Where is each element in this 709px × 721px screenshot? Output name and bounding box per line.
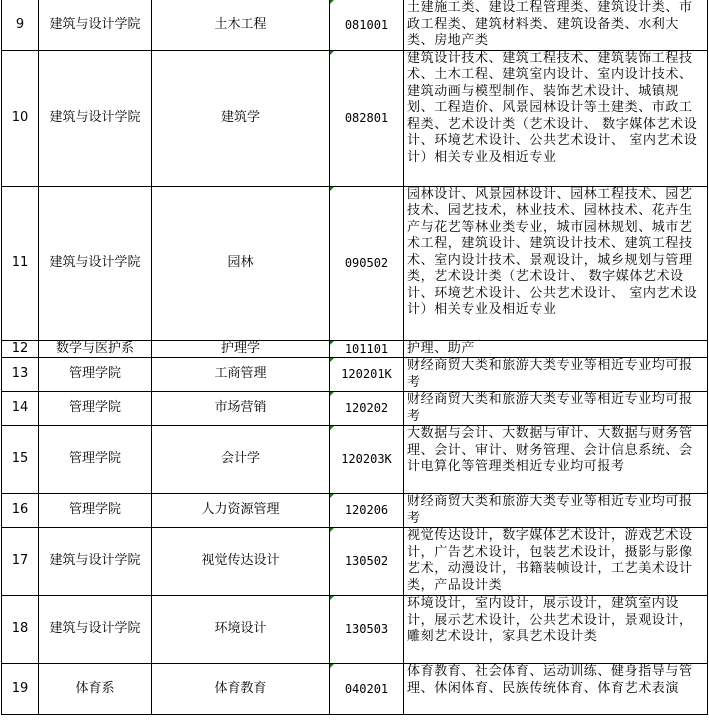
department-cell: 管理学院 — [39, 358, 152, 392]
department-cell: 管理学院 — [39, 392, 152, 426]
table-row — [2, 426, 708, 494]
requirement-cell: 财经商贸大类和旅游大类专业等相近专业均可报考 — [404, 392, 708, 426]
major-code-cell: 120203K — [330, 426, 404, 494]
table-row — [2, 358, 708, 392]
row-number: 16 — [2, 494, 39, 528]
table-row — [2, 0, 708, 50]
major-code-cell: 120206 — [330, 494, 404, 528]
row-number: 14 — [2, 392, 39, 426]
table-row — [2, 664, 708, 715]
admission-table — [1, 0, 708, 715]
requirement-cell: 大数据与会计、大数据与审计、大数据与财务管理、会计、审计、财务管理、会计信息系统、会计电算化等管理类相近专业均可报考 — [404, 426, 708, 494]
department-cell: 数学与医护系 — [39, 340, 152, 358]
major-cell: 人力资源管理 — [152, 494, 330, 528]
department-cell: 建筑与设计学院 — [39, 186, 152, 340]
table-row — [2, 392, 708, 426]
table-row — [2, 50, 708, 186]
department-cell: 建筑与设计学院 — [39, 50, 152, 186]
major-code-cell: 090502 — [330, 186, 404, 340]
row-number: 13 — [2, 358, 39, 392]
table-row — [2, 340, 708, 358]
major-cell: 园林 — [152, 186, 330, 340]
department-cell: 建筑与设计学院 — [39, 0, 152, 50]
department-cell: 体育系 — [39, 664, 152, 715]
major-code-cell: 082801 — [330, 50, 404, 186]
requirement-cell: 护理、助产 — [404, 340, 708, 358]
row-number: 11 — [2, 186, 39, 340]
major-cell: 视觉传达设计 — [152, 528, 330, 596]
row-number: 10 — [2, 50, 39, 186]
table-row — [2, 528, 708, 596]
major-cell: 工商管理 — [152, 358, 330, 392]
requirement-cell: 体育教育、社会体育、运动训练、健身指导与管理、休闲体育、民族传统体育、体育艺术表演 — [404, 664, 708, 715]
major-code-cell: 040201 — [330, 664, 404, 715]
row-number: 15 — [2, 426, 39, 494]
major-code-cell: 120201K — [330, 358, 404, 392]
major-code-cell: 130502 — [330, 528, 404, 596]
major-code-cell: 130503 — [330, 596, 404, 664]
requirement-cell: 园林设计、风景园林设计、园林工程技术、园艺技术、园艺技术，林业技术、园林技术、花卉生产与花艺等林业类专业，城市园林规划、城市艺术工程，建筑设计、建筑设计技术、建筑工程技术、室内设计技术、景观设计，城乡规划与管理类，艺术设计类（艺术设计、 数字媒体艺术设计、环境艺术设计、公共艺术设计、 室内艺术设计）相关专业及相近专业 — [404, 186, 708, 340]
department-cell: 管理学院 — [39, 426, 152, 494]
major-code-cell: 081001 — [330, 0, 404, 50]
major-cell: 会计学 — [152, 426, 330, 494]
row-number: 12 — [2, 340, 39, 358]
row-number: 9 — [2, 0, 39, 50]
requirement-cell: 财经商贸大类和旅游大类专业等相近专业均可报考 — [404, 358, 708, 392]
requirement-cell: 建筑设计技术、建筑工程技术、建筑装饰工程技术、土木工程、建筑室内设计、室内设计技术、建筑动画与模型制作、装饰艺术设计、城镇规划、工程造价、风景园林设计等土建类、市政工程类、艺术设计类（艺术设计、 数字媒体艺术设计、环境艺术设计、公共艺术设计、 室内艺术设计）相关专业及相近专业 — [404, 50, 708, 186]
requirement-cell: 环境设计，室内设计，展示设计，建筑室内设计，展示艺术设计，公共艺术设计，景观设计，雕刻艺术设计，家具艺术设计类 — [404, 596, 708, 664]
row-number: 18 — [2, 596, 39, 664]
major-cell: 护理学 — [152, 340, 330, 358]
department-cell: 管理学院 — [39, 494, 152, 528]
table-row — [2, 596, 708, 664]
department-cell: 建筑与设计学院 — [39, 596, 152, 664]
major-cell: 体育教育 — [152, 664, 330, 715]
major-cell: 环境设计 — [152, 596, 330, 664]
major-code-cell: 101101 — [330, 340, 404, 358]
row-number: 19 — [2, 664, 39, 715]
major-cell: 市场营销 — [152, 392, 330, 426]
requirement-cell: 财经商贸大类和旅游大类专业等相近专业均可报考 — [404, 494, 708, 528]
major-cell: 建筑学 — [152, 50, 330, 186]
major-code-cell: 120202 — [330, 392, 404, 426]
table-row — [2, 186, 708, 340]
row-number: 17 — [2, 528, 39, 596]
requirement-cell: 视觉传达设计，数字媒体艺术设计，游戏艺术设计，广告艺术设计，包装艺术设计，摄影与影像艺术，动漫设计，书籍装帧设计，工艺美术设计类，产品设计类 — [404, 528, 708, 596]
major-cell: 土木工程 — [152, 0, 330, 50]
table-row — [2, 494, 708, 528]
requirement-cell: 土建施工类、建设工程管理类、建筑设计类、市政工程类、建筑材料类、建筑设备类、水利大类、房地产类 — [404, 0, 708, 50]
department-cell: 建筑与设计学院 — [39, 528, 152, 596]
